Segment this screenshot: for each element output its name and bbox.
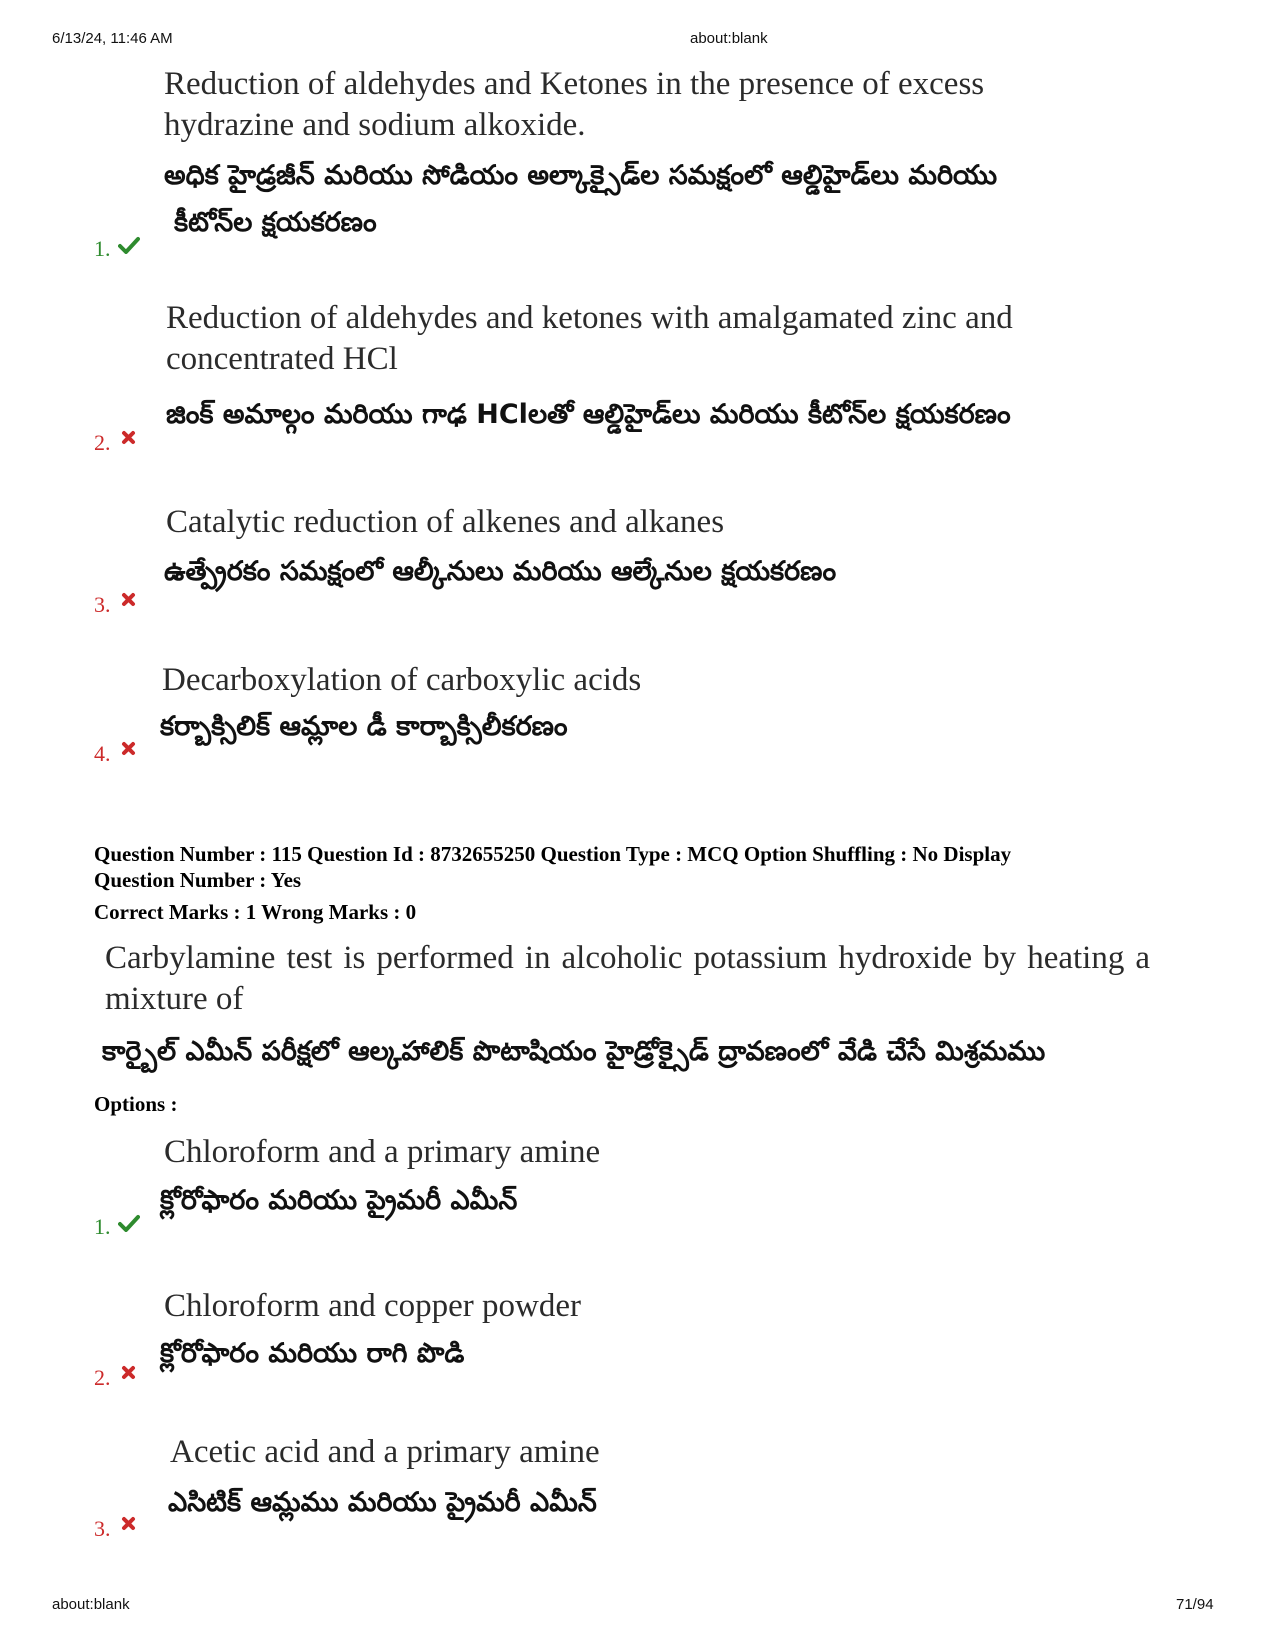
option-number: 3. xyxy=(94,1516,111,1541)
option-text-te: జింక్ అమాల్గం మరియు గాఢ HClలతో ఆల్డిహైడ్‌లు మరియు కీటోన్‌ల క్షయకరణం xyxy=(166,399,1011,430)
option-text-en: Decarboxylation of carboxylic acids xyxy=(162,662,642,698)
option-text-te: క్లోరోఫారం మరియు ప్రైమరీ ఎమీన్ xyxy=(160,1185,518,1216)
question-text-te: కార్బైల్ ఎమీన్ పరీక్షలో ఆల్కహాలిక్ పొటాషియం హైడ్రోక్సైడ్ ద్రావణంలో వేడి చేసే మిశ్రమము xyxy=(102,1036,1046,1067)
option-number: 1. xyxy=(94,236,111,261)
option-number: 2. xyxy=(94,430,111,455)
cross-icon xyxy=(121,1365,136,1380)
print-datetime: 6/13/24, 11:46 AM xyxy=(52,30,173,47)
check-icon xyxy=(118,236,140,254)
option-text-te: కీటోన్‌ల క్షయకరణం xyxy=(174,207,377,238)
option-text-te: ఉత్ప్రేరకం సమక్షంలో ఆల్కీనులు మరియు ఆల్కేనుల క్షయకరణం xyxy=(164,556,837,587)
print-url-header: about:blank xyxy=(690,30,768,47)
option-text-te: క్లోరోఫారం మరియు రాగి పొడి xyxy=(160,1338,465,1369)
option-text-en: Catalytic reduction of alkenes and alkanes xyxy=(166,504,725,540)
option-number: 2. xyxy=(94,1365,111,1390)
cross-icon xyxy=(121,592,136,607)
print-url-footer: about:blank xyxy=(52,1596,130,1613)
options-label: Options : xyxy=(94,1092,178,1116)
page-number: 71/94 xyxy=(1176,1596,1214,1613)
option-text-en: concentrated HCl xyxy=(166,341,398,377)
option-text-te: ఎసిటిక్ ఆమ్లము మరియు ప్రైమరీ ఎమీన్ xyxy=(168,1487,597,1518)
option-text-en: Chloroform and copper powder xyxy=(164,1288,581,1324)
option-text-en: Acetic acid and a primary amine xyxy=(170,1434,600,1470)
option-text-te: అధిక హైడ్రజీన్ మరియు సోడియం అల్కాక్సైడ్‌ల సమక్షంలో ఆల్డిహైడ్‌లు మరియు xyxy=(164,160,998,191)
option-text-en: Reduction of aldehydes and ketones with amalgamated zinc and xyxy=(166,300,1013,336)
option-text-en: Chloroform and a primary amine xyxy=(164,1134,601,1170)
question-meta-line-2: Question Number : Yes xyxy=(94,868,302,892)
option-text-te: కర్బాక్సిలిక్ ఆమ్లాల డీ కార్బాక్సిలీకరణం xyxy=(160,711,568,742)
question-text-en: Carbylamine test is performed in alcoholic potassium hydroxide by heating a mixture of xyxy=(105,940,1150,1017)
cross-icon xyxy=(121,430,136,445)
cross-icon xyxy=(121,1516,136,1531)
question-marks: Correct Marks : 1 Wrong Marks : 0 xyxy=(94,900,417,924)
option-text-en: Reduction of aldehydes and Ketones in the presence of excess xyxy=(164,66,985,102)
question-meta-line-1: Question Number : 115 Question Id : 8732655250 Question Type : MCQ Option Shuffling : No Display xyxy=(94,842,1012,866)
check-icon xyxy=(118,1214,140,1232)
option-number: 3. xyxy=(94,592,111,617)
option-number: 4. xyxy=(94,741,111,766)
option-text-en: hydrazine and sodium alkoxide. xyxy=(164,107,586,143)
option-number: 1. xyxy=(94,1214,111,1239)
cross-icon xyxy=(121,741,136,756)
